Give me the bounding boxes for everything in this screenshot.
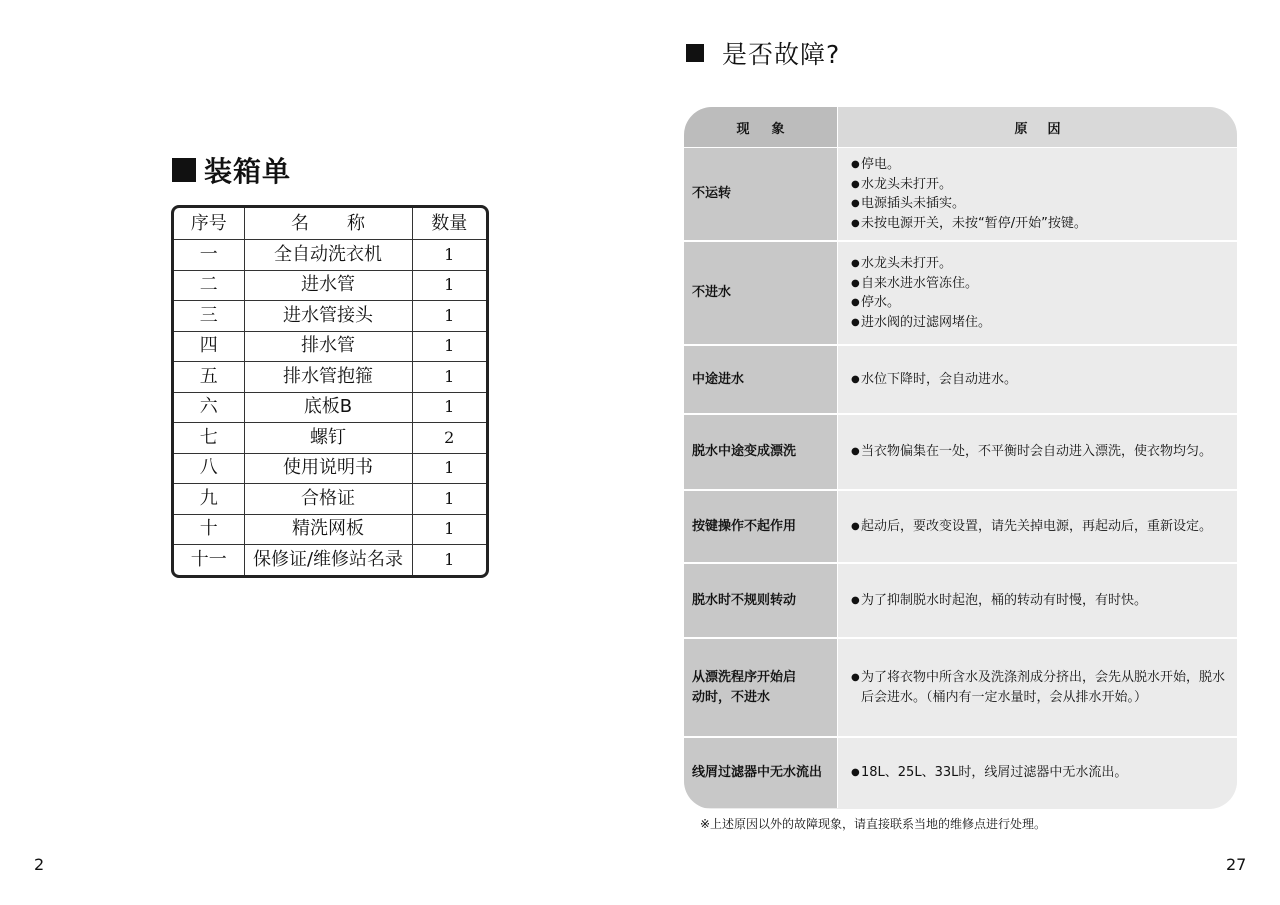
packing-table-header-row	[174, 208, 486, 240]
row-name: 底板B	[244, 392, 412, 423]
cause-item	[851, 763, 1225, 783]
row-quantity: 2	[412, 423, 486, 454]
row-quantity: 1	[412, 270, 486, 301]
symptom-cell: 中途进水	[684, 346, 837, 413]
row-name: 进水管	[244, 270, 412, 301]
table-row	[174, 484, 486, 515]
cause-text: 为了抑制脱水时起泡，桶的转动有时慢，有时快。	[861, 592, 1148, 608]
cause-text: 18L、25L、33L时，线屑过滤器中无水流出。	[861, 765, 1128, 781]
header-name: 名称	[244, 208, 412, 240]
cause-text: 停水。	[861, 295, 901, 310]
bullet-icon: ●	[851, 178, 860, 190]
row-serial: 四	[174, 331, 244, 362]
heading-square-icon	[172, 158, 196, 182]
cause-cell	[837, 148, 1237, 240]
heading-square-icon	[686, 44, 704, 62]
cause-cell	[837, 415, 1237, 489]
row-quantity: 1	[412, 453, 486, 484]
cause-item	[851, 293, 1225, 313]
cause-item	[851, 254, 1225, 274]
row-serial: 八	[174, 453, 244, 484]
row-quantity: 1	[412, 301, 486, 332]
cause-text: 起动后，要改变设置，请先关掉电源，再起动后，重新设定。	[861, 518, 1213, 534]
fault-heading	[686, 36, 840, 70]
table-row	[174, 453, 486, 484]
row-serial: 一	[174, 240, 244, 271]
header-serial: 序号	[174, 208, 244, 240]
header-cause: 原因	[837, 107, 1237, 147]
row-name: 使用说明书	[244, 453, 412, 484]
bullet-icon: ●	[851, 159, 860, 170]
troubleshooting-header-row	[684, 107, 1237, 148]
row-name: 螺钉	[244, 423, 412, 454]
cause-cell	[837, 564, 1237, 637]
table-row	[174, 240, 486, 271]
cause-item	[851, 274, 1225, 294]
row-name: 合格证	[244, 484, 412, 515]
troubleshooting-body	[684, 148, 1237, 808]
cause-text: 水龙头未打开。	[861, 256, 953, 271]
page-number-left: 2	[34, 855, 45, 874]
row-serial: 二	[174, 270, 244, 301]
row-serial: 七	[174, 423, 244, 454]
cause-text: 未按电源开关，未按“暂停/开始”按键。	[861, 215, 1087, 231]
header-quantity: 数量	[412, 208, 486, 240]
cause-item	[851, 668, 1225, 707]
row-serial: 六	[174, 392, 244, 423]
table-row	[174, 331, 486, 362]
packing-list-title: 装箱单	[204, 155, 292, 188]
bullet-icon: ●	[851, 672, 860, 683]
cause-text: 水龙头未打开。	[861, 176, 953, 192]
table-row	[174, 392, 486, 423]
symptom-cell: 脱水时不规则转动	[684, 564, 837, 637]
row-serial: 十一	[174, 545, 244, 576]
row-serial: 三	[174, 301, 244, 332]
page-number-right: 27	[1226, 855, 1247, 874]
row-quantity: 1	[412, 484, 486, 515]
row-name: 保修证/维修站名录	[244, 545, 412, 576]
bullet-icon: ●	[851, 198, 860, 209]
fault-title: 是否故障?	[722, 40, 841, 69]
table-row	[174, 423, 486, 454]
bullet-icon: ●	[851, 277, 860, 289]
symptom-cell: 按键操作不起作用	[684, 491, 837, 562]
cause-text: 为了将衣物中所含水及洗涤剂成分挤出，会先从脱水开始，脱水后会进水。（桶内有一定水量时，会从排水开始。）	[861, 670, 1226, 705]
row-quantity: 1	[412, 392, 486, 423]
troubleshooting-row	[684, 564, 1237, 639]
cause-item	[851, 313, 1225, 333]
cause-cell	[837, 491, 1237, 562]
table-row	[174, 514, 486, 545]
cause-text: 进水阀的过滤网堵住。	[861, 314, 992, 330]
table-row	[174, 545, 486, 576]
header-symptom: 现象	[684, 107, 837, 147]
cause-item	[851, 517, 1225, 537]
table-row	[174, 362, 486, 393]
cause-text: 自来水进水管冻住。	[861, 275, 979, 291]
table-row	[174, 301, 486, 332]
bullet-icon: ●	[851, 297, 860, 308]
bullet-icon: ●	[851, 767, 860, 779]
cause-cell	[837, 639, 1237, 736]
troubleshooting-row	[684, 346, 1237, 415]
troubleshooting-row	[684, 415, 1237, 491]
cause-text: 当衣物偏集在一处，不平衡时会自动进入漂洗，使衣物均匀。	[861, 444, 1213, 460]
cause-item	[851, 591, 1225, 611]
symptom-cell: 线屑过滤器中无水流出	[684, 738, 837, 808]
bullet-icon: ●	[851, 373, 860, 385]
row-quantity: 1	[412, 331, 486, 362]
cause-text: 停电。	[861, 157, 901, 172]
packing-list-heading	[172, 150, 291, 190]
cause-text: 水位下降时，会自动进水。	[861, 371, 1018, 387]
cause-cell	[837, 346, 1237, 413]
cause-cell	[837, 738, 1237, 808]
row-quantity: 1	[412, 240, 486, 271]
troubleshooting-row	[684, 738, 1237, 808]
row-serial: 十	[174, 514, 244, 545]
cause-item	[851, 442, 1225, 462]
row-serial: 五	[174, 362, 244, 393]
bullet-icon: ●	[851, 594, 860, 606]
row-quantity: 1	[412, 362, 486, 393]
table-row	[174, 270, 486, 301]
cause-text: 电源插头未插实。	[861, 196, 966, 211]
symptom-cell: 脱水中途变成漂洗	[684, 415, 837, 489]
troubleshooting-table	[684, 107, 1237, 809]
row-quantity: 1	[412, 545, 486, 576]
bullet-icon: ●	[851, 258, 860, 269]
symptom-cell: 不运转	[684, 148, 837, 240]
row-serial: 九	[174, 484, 244, 515]
cause-item	[851, 155, 1225, 175]
cause-item	[851, 214, 1225, 234]
bullet-icon: ●	[851, 446, 860, 458]
row-name: 精洗网板	[244, 514, 412, 545]
bullet-icon: ●	[851, 520, 860, 532]
symptom-cell: 从漂洗程序开始启动时，不进水	[684, 639, 837, 736]
cause-item	[851, 194, 1225, 214]
packing-table-body	[174, 240, 486, 576]
cause-cell	[837, 242, 1237, 344]
troubleshooting-row	[684, 148, 1237, 242]
row-name: 排水管抱箍	[244, 362, 412, 393]
row-name: 全自动洗衣机	[244, 240, 412, 271]
bullet-icon: ●	[851, 217, 860, 229]
troubleshooting-row	[684, 491, 1237, 564]
troubleshooting-row	[684, 639, 1237, 738]
cause-item	[851, 175, 1225, 195]
bullet-icon: ●	[851, 316, 860, 328]
troubleshooting-footnote: ※上述原因以外的故障现象，请直接联系当地的维修点进行处理。	[700, 817, 1047, 831]
row-name: 进水管接头	[244, 301, 412, 332]
row-name: 排水管	[244, 331, 412, 362]
row-quantity: 1	[412, 514, 486, 545]
cause-item	[851, 370, 1225, 390]
troubleshooting-row	[684, 242, 1237, 346]
packing-list-table	[171, 205, 489, 578]
symptom-cell: 不进水	[684, 242, 837, 344]
